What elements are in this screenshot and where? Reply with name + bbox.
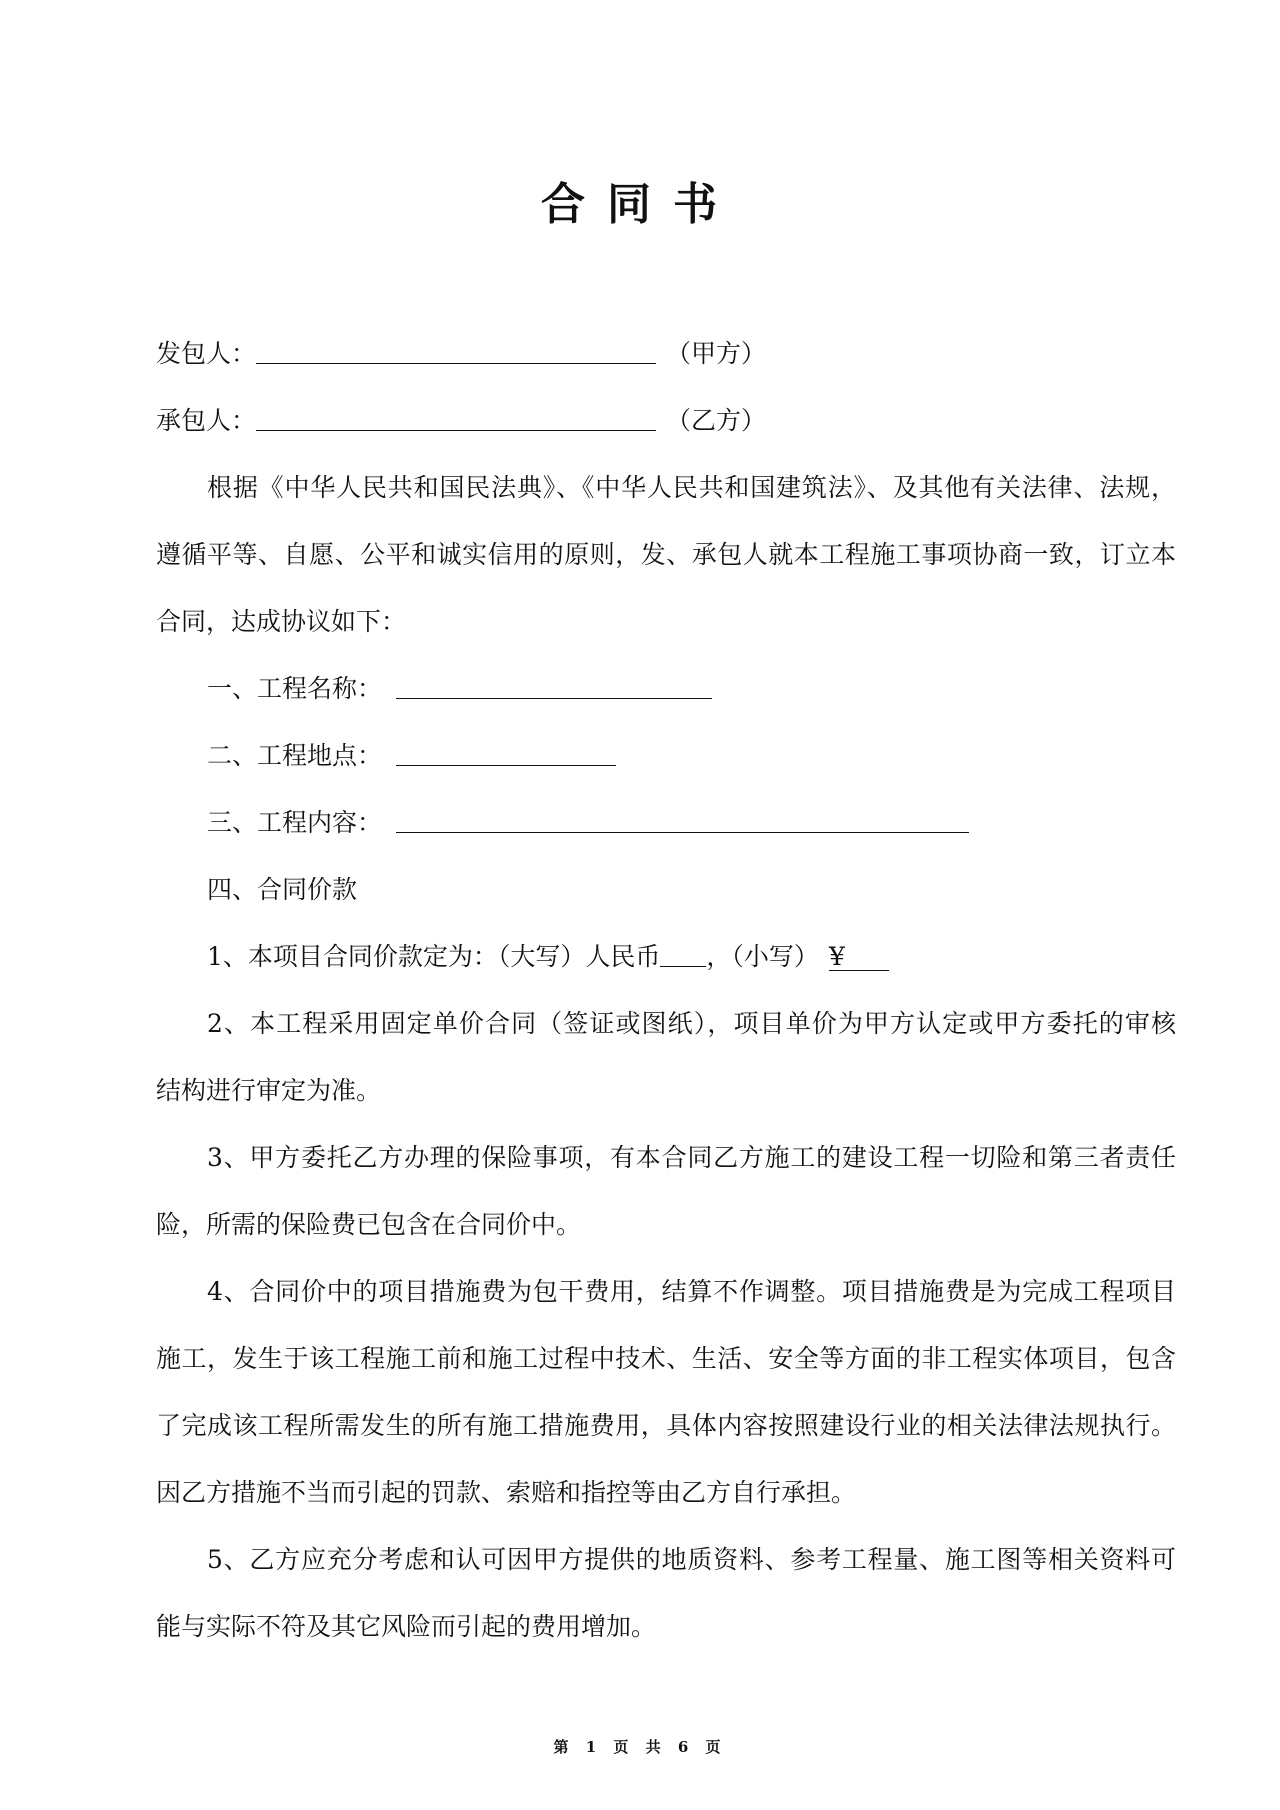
preamble-line: 遵循平等、自愿、公平和诚实信用的原则，发、承包人就本工程施工事项协商一致，订立本 (156, 540, 1176, 569)
blank-line (660, 946, 706, 967)
clause-line: 2、本工程采用固定单价合同（签证或图纸），项目单价为甲方认定或甲方委托的审核 (207, 1009, 1176, 1038)
field-label: 一、工程名称： (207, 674, 383, 703)
field-label: 三、工程内容： (207, 808, 383, 837)
clause-line: 3、甲方委托乙方办理的保险事项，有本合同乙方施工的建设工程一切险和第三者责任 (207, 1143, 1176, 1172)
blank-line (396, 745, 616, 766)
party-suffix: （乙方） (666, 406, 767, 435)
yen-blank (829, 944, 889, 971)
clause-line: 施工，发生于该工程施工前和施工过程中技术、生活、安全等方面的非工程实体项目，包含 (156, 1344, 1176, 1373)
price-text: 1、本项目合同价款定为：（大写）人民币 (207, 942, 661, 971)
price-clause (156, 923, 1176, 990)
blank-line (396, 678, 712, 699)
section-heading: 四、合同价款 (207, 875, 358, 904)
preamble-line: 根据《中华人民共和国民法典》、《中华人民共和国建筑法》、及其他有关法律、法规， (207, 473, 1176, 502)
party-label: 承包人： (156, 406, 257, 435)
party-contractor (156, 387, 1176, 454)
clause-line: 了完成该工程所需发生的所有施工措施费用，具体内容按照建设行业的相关法律法规执行。 (156, 1411, 1176, 1440)
clause-line: 结构进行审定为准。 (156, 1076, 382, 1105)
blank-line (256, 343, 656, 364)
party-label: 发包人： (156, 339, 257, 368)
clause-line: 因乙方措施不当而引起的罚款、索赔和指控等由乙方自行承担。 (156, 1478, 857, 1507)
page-number: 第 1 页 共 6 页 (553, 1738, 727, 1756)
price-text: ，（小写） (706, 942, 819, 971)
yen-sign: ¥ (828, 942, 845, 971)
field-label: 二、工程地点： (207, 741, 383, 770)
contract-body (156, 320, 1176, 1660)
field-project-location (156, 722, 1176, 789)
document-title: 合同书 (541, 179, 739, 230)
clause-line: 险，所需的保险费已包含在合同价中。 (156, 1210, 582, 1239)
blank-line (256, 410, 656, 431)
field-project-content (156, 789, 1176, 856)
preamble-line: 合同，达成协议如下： (156, 607, 407, 636)
clause-line: 能与实际不符及其它风险而引起的费用增加。 (156, 1612, 657, 1641)
clause-line: 4、合同价中的项目措施费为包干费用，结算不作调整。项目措施费是为完成工程项目 (207, 1277, 1176, 1306)
party-employer (156, 320, 1176, 387)
blank-line (396, 812, 969, 833)
field-project-name (156, 655, 1176, 722)
clause-line: 5、乙方应充分考虑和认可因甲方提供的地质资料、参考工程量、施工图等相关资料可 (207, 1545, 1176, 1574)
party-suffix: （甲方） (666, 339, 767, 368)
